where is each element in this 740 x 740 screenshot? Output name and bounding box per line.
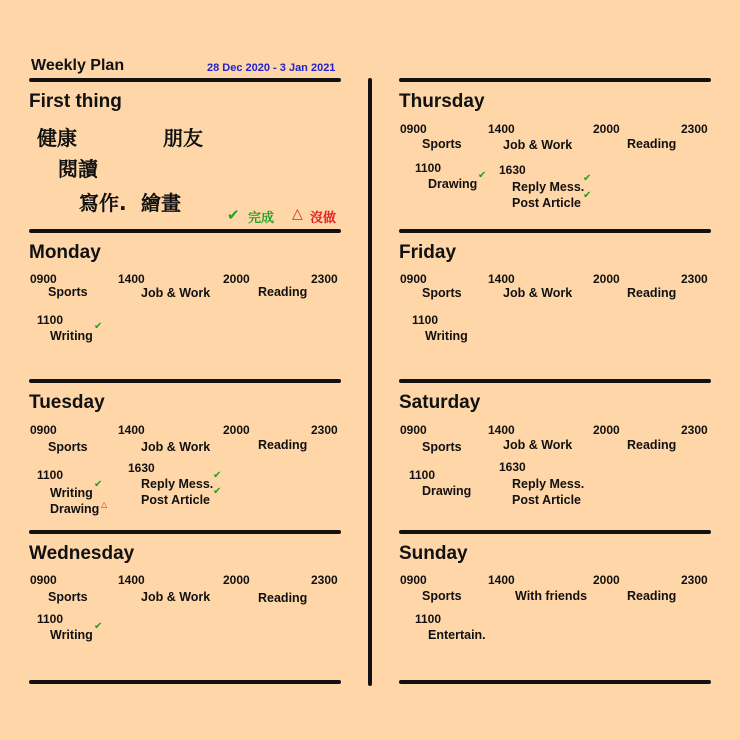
time-label: 1100 — [37, 468, 64, 482]
activity: Reading — [258, 591, 308, 605]
date-range: 28 Dec 2020 - 3 Jan 2021 — [207, 62, 336, 74]
day-title: Tuesday — [29, 392, 105, 413]
time-label: 2000 — [593, 573, 620, 587]
page-title: Weekly Plan — [31, 57, 125, 74]
check-icon: ✔ — [213, 486, 222, 497]
day-title: Thursday — [399, 91, 485, 112]
time-label: 1100 — [415, 612, 442, 626]
day-title: Monday — [29, 242, 101, 263]
center-divider — [368, 78, 372, 686]
activity: Job & Work — [503, 286, 573, 300]
time-label: 1400 — [488, 122, 515, 136]
activity: Job & Work — [141, 440, 211, 454]
time-label: 1100 — [37, 313, 64, 327]
time-label: 0900 — [30, 272, 57, 286]
time-label: 2000 — [223, 423, 250, 437]
activity: Sports — [422, 440, 462, 454]
activity: Reading — [627, 286, 677, 300]
divider — [399, 680, 711, 684]
time-label: 2300 — [311, 272, 338, 286]
time-label: 2000 — [593, 272, 620, 286]
check-icon: ✔ — [583, 190, 592, 201]
time-label: 2300 — [681, 122, 708, 136]
triangle-icon: △ — [292, 206, 303, 222]
time-label: 1400 — [488, 272, 515, 286]
time-label: 2000 — [223, 573, 250, 587]
first-thing-item: 朋友 — [163, 126, 203, 150]
check-icon: ✔ — [227, 206, 240, 224]
divider — [399, 530, 711, 534]
time-label: 1630 — [128, 461, 155, 475]
activity: Sports — [422, 589, 462, 603]
divider — [29, 229, 341, 233]
first-thing-item: 閱讀 — [58, 157, 98, 181]
activity: Reading — [258, 438, 308, 452]
time-label: 2300 — [681, 272, 708, 286]
time-label: 1400 — [488, 573, 515, 587]
activity: Writing — [425, 329, 468, 343]
activity: Job & Work — [503, 138, 573, 152]
divider — [399, 229, 711, 233]
time-label: 2000 — [593, 122, 620, 136]
divider — [29, 379, 341, 383]
time-label: 2000 — [593, 423, 620, 437]
activity: Drawing — [422, 484, 472, 498]
legend-not-done: 沒做 — [310, 211, 337, 226]
time-label: 0900 — [30, 573, 57, 587]
divider — [399, 78, 711, 82]
activity: Reading — [258, 285, 308, 299]
activity: Job & Work — [503, 438, 573, 452]
activity: Job & Work — [141, 590, 211, 604]
time-label: 1100 — [409, 468, 436, 482]
activity: Reply Mess. — [141, 477, 214, 491]
check-icon: ✔ — [583, 173, 592, 184]
activity: Writing — [50, 329, 93, 343]
time-label: 1400 — [118, 573, 145, 587]
activity: Reading — [627, 137, 677, 151]
first-thing-item: 繪畫 — [141, 191, 181, 215]
time-label: 2300 — [311, 423, 338, 437]
time-label: 2000 — [223, 272, 250, 286]
activity: Sports — [48, 285, 88, 299]
activity: Post Article — [141, 493, 211, 507]
activity: Drawing — [428, 177, 478, 191]
check-icon: ✔ — [94, 321, 103, 332]
time-label: 0900 — [30, 423, 57, 437]
time-label: 1100 — [37, 612, 64, 626]
activity: Reading — [627, 438, 677, 452]
activity: Sports — [422, 137, 462, 151]
activity: Sports — [48, 440, 88, 454]
check-icon: ✔ — [213, 470, 222, 481]
time-label: 1100 — [412, 313, 439, 327]
time-label: 1400 — [488, 423, 515, 437]
activity: With friends — [515, 589, 588, 603]
activity: Reply Mess. — [512, 180, 585, 194]
day-title: Wednesday — [29, 543, 135, 564]
activity: Reply Mess. — [512, 477, 585, 491]
first-thing-item: 寫作. — [79, 191, 127, 215]
divider — [29, 78, 341, 82]
first-thing-title: First thing — [29, 91, 122, 112]
time-label: 1630 — [499, 460, 526, 474]
time-label: 1100 — [415, 161, 442, 175]
day-title: Friday — [399, 242, 457, 263]
activity: Sports — [422, 286, 462, 300]
day-title: Sunday — [399, 543, 468, 564]
legend-done: 完成 — [248, 211, 275, 226]
divider — [29, 530, 341, 534]
activity: Writing — [50, 486, 93, 500]
time-label: 2300 — [681, 423, 708, 437]
day-title: Saturday — [399, 392, 481, 413]
activity: Writing — [50, 628, 93, 642]
check-icon: ✔ — [94, 479, 103, 490]
check-icon: ✔ — [478, 170, 487, 181]
activity: Sports — [48, 590, 88, 604]
time-label: 1400 — [118, 423, 145, 437]
time-label: 0900 — [400, 122, 427, 136]
time-label: 0900 — [400, 573, 427, 587]
time-label: 0900 — [400, 423, 427, 437]
divider — [29, 680, 341, 684]
activity: Reading — [627, 589, 677, 603]
activity: Entertain. — [428, 628, 486, 642]
divider — [399, 379, 711, 383]
time-label: 2300 — [311, 573, 338, 587]
time-label: 0900 — [400, 272, 427, 286]
activity: Job & Work — [141, 286, 211, 300]
time-label: 1400 — [118, 272, 145, 286]
first-thing-item: 健康 — [37, 126, 77, 150]
activity: Drawing — [50, 502, 100, 516]
check-icon: ✔ — [94, 621, 103, 632]
triangle-icon: △ — [101, 500, 108, 509]
time-label: 2300 — [681, 573, 708, 587]
time-label: 1630 — [499, 163, 526, 177]
activity: Post Article — [512, 493, 582, 507]
activity: Post Article — [512, 196, 582, 210]
